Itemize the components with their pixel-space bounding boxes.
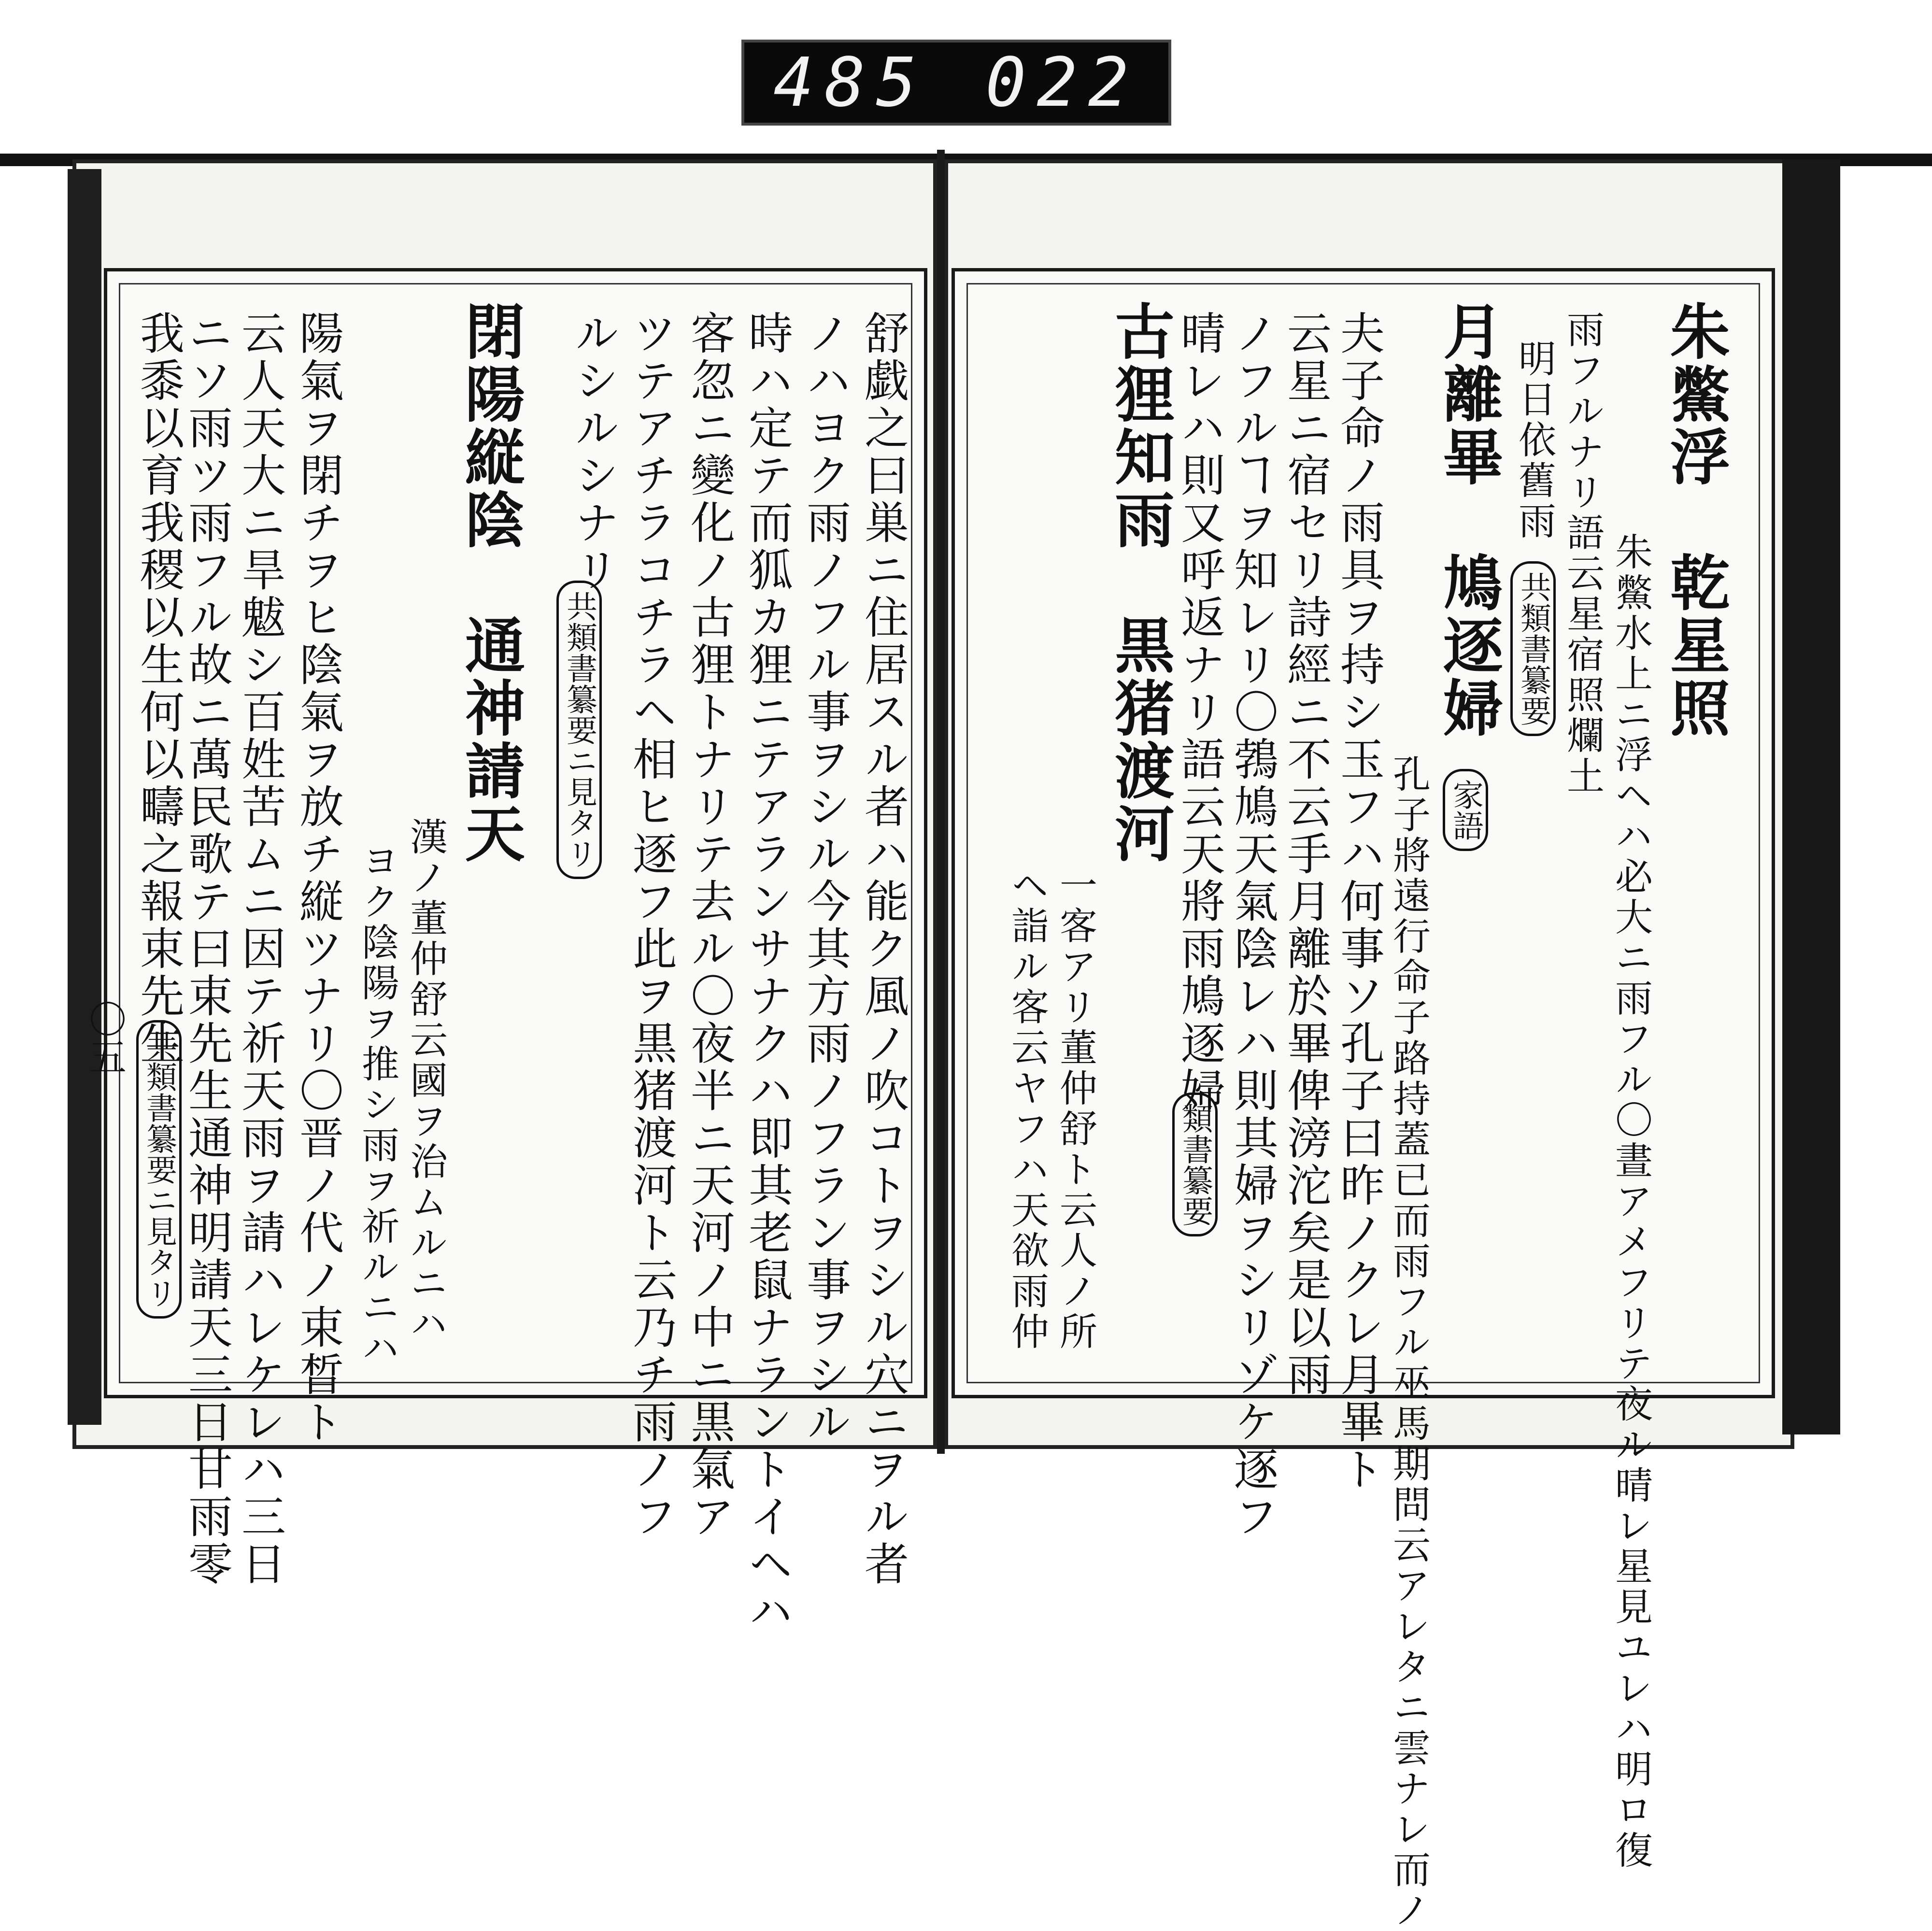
text-column: ノハヨク雨ノフル事ヲシル今其方雨ノフラン事ヲシル	[799, 310, 851, 1446]
text-column: 我黍以育我稷以生何以疇之報束先生	[133, 310, 185, 1067]
right-page-frame	[952, 268, 1775, 1931]
left-page-frame	[104, 268, 927, 1635]
page-number: 〇五	[83, 1000, 126, 1075]
catalog-number-left: 485	[773, 43, 927, 122]
source-note-4: 家語	[1443, 769, 1488, 851]
source-note-2: 共類書纂要ニ見タリ	[136, 1020, 182, 1319]
text-column: ニソ雨ツ雨フル故ニ萬民歌テ曰束先生通神明請天三日甘雨零	[181, 310, 233, 1588]
text-column: 雨フルナリ語云星宿照爛土	[1561, 310, 1604, 797]
text-column: 漢ノ董仲舒云國ヲ治ムルニハ	[404, 817, 447, 1345]
text-column: 云星ニ宿セリ詩經ニ不云手月離於畢俾滂沱矣是以雨	[1280, 310, 1332, 1399]
text-column: 云人天大ニ旱魃シ百姓苦ムニ因テ祈天雨ヲ請ハレケレハ三日	[234, 310, 286, 1588]
text-column: 舒戯之曰巣ニ住居スル者ハ能ク風ノ吹コトヲシル穴ニヲル者	[857, 310, 909, 1588]
text-column: 晴レハ則又呼返ナリ語云天將雨鳩逐婦	[1174, 310, 1225, 1115]
source-note-1: 共類書纂要ニ見タリ	[556, 581, 602, 879]
right-page-edge	[1782, 159, 1840, 1434]
text-column: 明日依舊雨	[1512, 339, 1556, 542]
catalog-number-right: 022	[985, 43, 1139, 122]
text-column: ルシルシナリ	[568, 310, 619, 594]
source-note-3: 共類書纂要	[1510, 561, 1556, 736]
book-gutter	[937, 150, 945, 1454]
catalog-label	[741, 40, 1171, 126]
text-column: 夫子命ノ雨具ヲ持シ玉フハ何事ソ孔子曰昨ノクレ月畢ト	[1333, 310, 1385, 1493]
text-column: 一客アリ董仲舒ト云人ノ所	[1053, 866, 1097, 1352]
text-column: ヘ詣ル客云ヤフハ天欲雨仲	[1005, 866, 1049, 1352]
text-column: 客忽ニ變化ノ古狸トナリテ去ル〇夜半ニ天河ノ中ニ黒氣ア	[683, 310, 735, 1541]
section-heading: 閉陽縦陰 通神請天	[455, 300, 525, 866]
text-column: 陽氣ヲ閉チヲヒ陰氣ヲ放チ縦ツナリ〇晋ノ代ノ束晳ト	[292, 310, 344, 1446]
text-column: ヨク陰陽ヲ推シ雨ヲ祈ルニハ	[355, 841, 399, 1369]
section-heading: 朱鱉浮 乾星照	[1660, 300, 1730, 740]
section-heading: 古狸知雨 黒猪渡河	[1105, 300, 1175, 866]
section-heading: 月離畢 鳩逐婦	[1433, 300, 1503, 740]
text-column: 孔子將遠行命子路持蓋已而雨フル巫馬期問云アレタニ雲ナレ而ノ	[1387, 754, 1430, 1931]
text-column: ツテアチラコチラヘ相ヒ逐フ此ヲ黒猪渡河ト云乃チ雨ノフ	[625, 310, 677, 1541]
text-column: ノフルヿヲ知レリ〇鵓鳩天氣陰レハ則其婦ヲシリゾケ逐フ	[1227, 310, 1279, 1541]
text-column: 時ハ定テ而狐カ狸ニテアランサナクハ即其老鼠ナラントイヘハ	[741, 310, 793, 1635]
left-page-edge	[68, 169, 101, 1425]
text-column: 朱鱉水上ニ浮ヘハ必大ニ雨フル〇晝アメフリテ夜ル晴レ星見ユレハ明ロ復	[1609, 532, 1652, 1871]
source-note-5: 類書纂要	[1172, 1093, 1218, 1236]
